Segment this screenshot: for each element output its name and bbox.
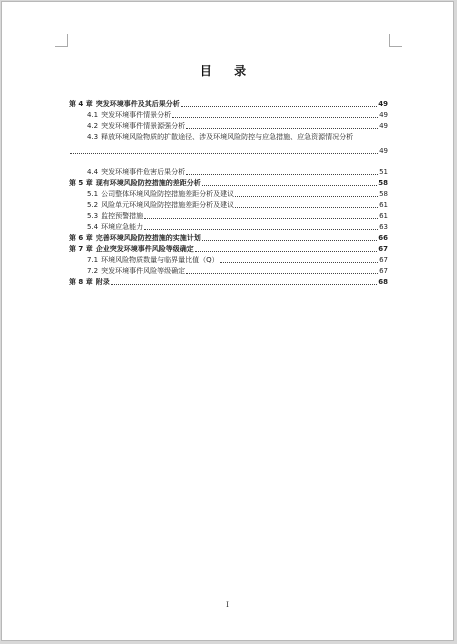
toc-entry-label: 完善环境风险防控措施的实施计划 bbox=[95, 234, 201, 242]
toc-entry-number: 第 5 章 bbox=[69, 179, 93, 187]
toc-entry-label: 环境风险物质数量与临界量比值（Q） bbox=[101, 256, 219, 264]
dot-leader bbox=[202, 185, 378, 186]
crop-mark-top-left bbox=[55, 34, 68, 47]
toc-entry-number: 5.3 bbox=[87, 212, 99, 220]
dot-leader bbox=[111, 284, 378, 285]
dot-leader bbox=[235, 196, 378, 197]
toc-entry-label: 突发环境事件情景分析 bbox=[101, 111, 172, 119]
toc-entry-label: 监控预警措施 bbox=[101, 212, 144, 220]
toc-entry[interactable] bbox=[69, 133, 388, 142]
toc-entry-page: 49 bbox=[379, 111, 388, 119]
toc-entry-continuation bbox=[69, 147, 388, 156]
toc-entry-label: 突发环境事件风险等级确定 bbox=[101, 267, 186, 275]
toc-entry-number: 5.2 bbox=[87, 201, 99, 209]
dot-leader bbox=[235, 207, 378, 208]
toc-entry-page: 58 bbox=[378, 179, 388, 187]
toc-entry-page: 49 bbox=[378, 100, 388, 108]
toc-entry-label: 企业突发环境事件风险等级确定 bbox=[95, 245, 194, 253]
toc-entry[interactable] bbox=[69, 168, 388, 177]
crop-mark-top-right bbox=[389, 34, 402, 47]
toc-title: 目 录 bbox=[199, 64, 256, 78]
toc-entry[interactable] bbox=[69, 212, 388, 221]
toc-entry-page: 67 bbox=[379, 267, 388, 275]
toc-entry-page: 67 bbox=[378, 245, 388, 253]
toc-entry-label: 突发环境事件危害后果分析 bbox=[101, 168, 186, 176]
dot-leader bbox=[181, 106, 378, 107]
dot-leader bbox=[144, 229, 378, 230]
toc-entry-number: 第 7 章 bbox=[69, 245, 93, 253]
page-number: I bbox=[226, 601, 229, 609]
dot-leader bbox=[144, 218, 378, 219]
toc-chapter[interactable] bbox=[69, 100, 388, 109]
toc-entry-number: 7.2 bbox=[87, 267, 99, 275]
toc-entry-page: 58 bbox=[379, 190, 388, 198]
toc-entry-page: 61 bbox=[379, 201, 388, 209]
document-page bbox=[1, 1, 454, 641]
toc-chapter[interactable] bbox=[69, 245, 388, 254]
toc-entry-page: 67 bbox=[379, 256, 388, 264]
toc-entry-number: 4.3 bbox=[87, 133, 99, 141]
toc-entry-number: 4.4 bbox=[87, 168, 99, 176]
toc-entry[interactable] bbox=[69, 267, 388, 276]
toc-entry-label: 公司整体环境风险防控措施差距分析及建议 bbox=[101, 190, 235, 198]
toc-entry-label: 现有环境风险防控措施的差距分析 bbox=[95, 179, 201, 187]
dot-leader bbox=[195, 251, 378, 252]
toc-entry[interactable] bbox=[69, 223, 388, 232]
toc-entry-label: 附录 bbox=[95, 278, 110, 286]
toc-entry-page: 61 bbox=[379, 212, 388, 220]
dot-leader bbox=[172, 117, 378, 118]
toc-entry[interactable] bbox=[69, 190, 388, 199]
dot-leader bbox=[186, 273, 378, 274]
toc-entry-number: 5.4 bbox=[87, 223, 99, 231]
toc-entry-number: 7.1 bbox=[87, 256, 99, 264]
toc-entry-page: 68 bbox=[378, 278, 388, 286]
toc-chapter[interactable] bbox=[69, 234, 388, 243]
table-of-contents bbox=[69, 100, 388, 287]
toc-entry[interactable] bbox=[69, 122, 388, 131]
toc-entry-number: 4.1 bbox=[87, 111, 99, 119]
toc-entry-label: 突发环境事件及其后果分析 bbox=[95, 100, 180, 108]
toc-entry-label: 释放环境风险物质的扩散途径、涉及环境风险防控与应急措施、应急资源情况分析 bbox=[101, 133, 354, 141]
toc-entry-label: 风险单元环境风险防控措施差距分析及建议 bbox=[101, 201, 235, 209]
toc-entry-label: 环境应急能力 bbox=[101, 223, 144, 231]
toc-entry-number: 第 4 章 bbox=[69, 100, 93, 108]
toc-entry-number: 4.2 bbox=[87, 122, 99, 130]
dot-leader bbox=[186, 174, 378, 175]
toc-chapter[interactable] bbox=[69, 278, 388, 287]
toc-entry-page: 51 bbox=[379, 168, 388, 176]
toc-entry-page: 49 bbox=[379, 122, 388, 130]
toc-entry[interactable] bbox=[69, 256, 388, 265]
toc-entry-page: 49 bbox=[379, 147, 388, 155]
dot-leader bbox=[202, 240, 378, 241]
toc-entry[interactable] bbox=[69, 111, 388, 120]
toc-entry-page: 63 bbox=[379, 223, 388, 231]
toc-entry[interactable] bbox=[69, 201, 388, 210]
toc-entry-number: 5.1 bbox=[87, 190, 99, 198]
toc-entry-page: 66 bbox=[378, 234, 388, 242]
toc-chapter[interactable] bbox=[69, 179, 388, 188]
toc-entry-number: 第 6 章 bbox=[69, 234, 93, 242]
toc-entry-number: 第 8 章 bbox=[69, 278, 93, 286]
toc-entry-label: 突发环境事件情景源强分析 bbox=[101, 122, 186, 130]
dot-leader bbox=[186, 128, 378, 129]
dot-leader bbox=[220, 262, 378, 263]
dot-leader bbox=[70, 153, 378, 154]
